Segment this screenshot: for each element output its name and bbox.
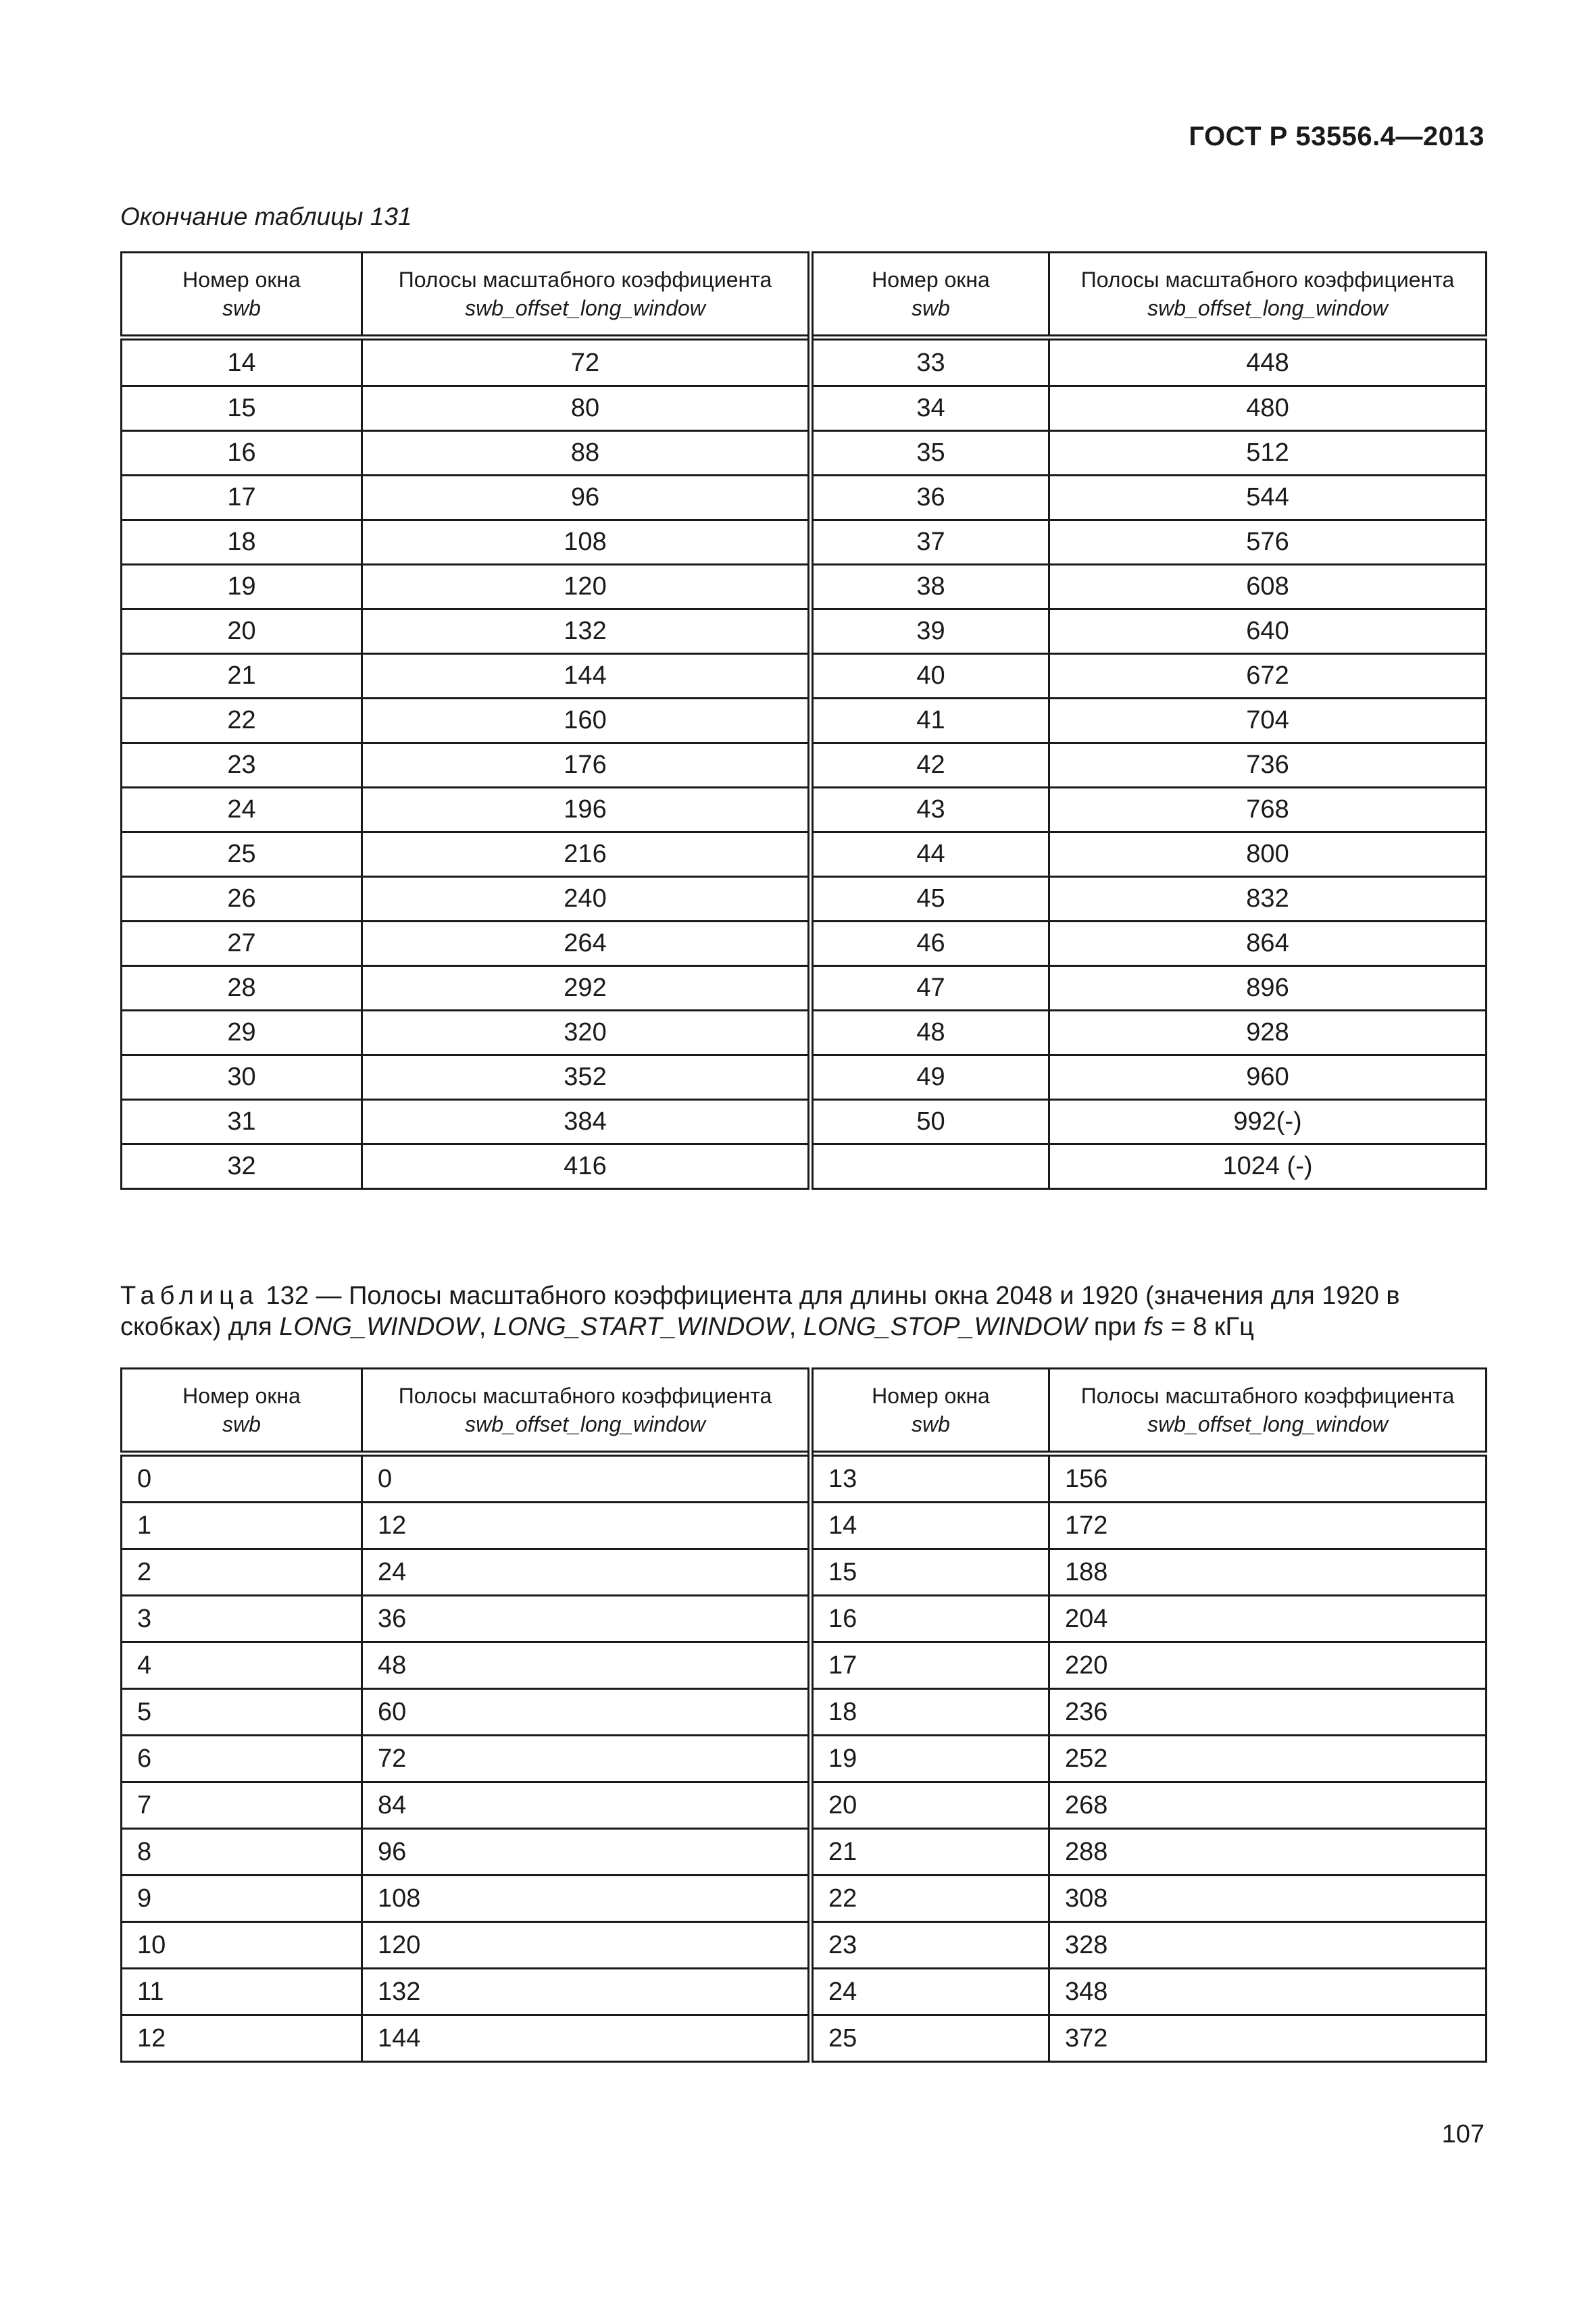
table-row (122, 1100, 1487, 1145)
table-cell: 288 (1049, 1829, 1487, 1876)
table-row (122, 832, 1487, 877)
table-cell: 40 (811, 654, 1049, 699)
table-row (122, 1011, 1487, 1055)
table-cell: 36 (811, 476, 1049, 520)
table-cell: 384 (362, 1100, 811, 1145)
table-cell: 268 (1049, 1782, 1487, 1829)
column-header: Полосы масштабного коэффициента swb_offset_long_window (1049, 1369, 1487, 1454)
table-row (122, 431, 1487, 476)
table-cell: 544 (1049, 476, 1487, 520)
table-cell: 176 (362, 743, 811, 788)
table-cell: 640 (1049, 609, 1487, 654)
table-cell: 132 (362, 1969, 811, 2015)
table-cell: 17 (122, 476, 362, 520)
table-132-caption: Таблица 132 — Полосы масштабного коэффициента для длины окна 2048 и 1920 (значения для 1920 в скобках) для LONG_WINDOW, LONG_START_WINDOW, LONG_STOP_WINDOW при fs = 8 кГц (120, 1282, 1400, 1341)
table-cell: 38 (811, 565, 1049, 609)
table-cell: 992(-) (1049, 1100, 1487, 1145)
table-cell: 800 (1049, 832, 1487, 877)
table-cell: 12 (362, 1503, 811, 1549)
table-cell: 33 (811, 338, 1049, 386)
document-code: ГОСТ Р 53556.4—2013 (1189, 122, 1485, 151)
column-header: Полосы масштабного коэффициента swb_offset_long_window (1049, 253, 1487, 338)
table-cell: 13 (811, 1454, 1049, 1503)
table-cell: 47 (811, 966, 1049, 1011)
table-cell: 144 (362, 2015, 811, 2062)
table-cell: 88 (362, 431, 811, 476)
table-cell: 60 (362, 1689, 811, 1736)
column-header: Номер окна swb (122, 1369, 362, 1454)
table-cell: 26 (122, 877, 362, 922)
table-cell: 31 (122, 1100, 362, 1145)
table-row (122, 609, 1487, 654)
table-cell: 120 (362, 1922, 811, 1969)
table-row (122, 1055, 1487, 1100)
table-cell: 22 (122, 699, 362, 743)
table-cell: 22 (811, 1876, 1049, 1922)
table-row (122, 1503, 1487, 1549)
table-row (122, 520, 1487, 565)
table-cell: 928 (1049, 1011, 1487, 1055)
table-header-row (122, 1369, 1487, 1454)
table-cell: 19 (122, 565, 362, 609)
table-cell: 0 (122, 1454, 362, 1503)
table-cell: 320 (362, 1011, 811, 1055)
table-cell: 23 (122, 743, 362, 788)
table-cell: 3 (122, 1596, 362, 1642)
table-row (122, 1596, 1487, 1642)
table-cell: 480 (1049, 386, 1487, 431)
table-cell: 576 (1049, 520, 1487, 565)
table-131 (120, 251, 1487, 1190)
table-cell: 36 (362, 1596, 811, 1642)
table-cell: 608 (1049, 565, 1487, 609)
table-row (122, 1829, 1487, 1876)
page-number: 107 (1441, 2120, 1485, 2148)
table-cell: 348 (1049, 1969, 1487, 2015)
table-cell: 21 (122, 654, 362, 699)
table-cell: 220 (1049, 1642, 1487, 1689)
table-cell: 4 (122, 1642, 362, 1689)
table-cell: 2 (122, 1549, 362, 1596)
table-cell: 84 (362, 1782, 811, 1829)
table-cell: 132 (362, 609, 811, 654)
table-cell: 0 (362, 1454, 811, 1503)
table-cell: 6 (122, 1736, 362, 1782)
table-row (122, 1969, 1487, 2015)
table-row (122, 1689, 1487, 1736)
table-cell: 43 (811, 788, 1049, 832)
table-cell: 240 (362, 877, 811, 922)
table-row (122, 1922, 1487, 1969)
table-row (122, 338, 1487, 386)
table-cell: 16 (122, 431, 362, 476)
table-cell: 15 (122, 386, 362, 431)
column-header: Номер окна swb (811, 253, 1049, 338)
table-cell: 704 (1049, 699, 1487, 743)
table-131-continuation-caption: Окончание таблицы 131 (120, 203, 412, 230)
table-cell: 672 (1049, 654, 1487, 699)
table-cell: 25 (811, 2015, 1049, 2062)
table-row (122, 1642, 1487, 1689)
table-cell: 18 (122, 520, 362, 565)
column-header: Полосы масштабного коэффициента swb_offset_long_window (362, 253, 811, 338)
table-cell: 416 (362, 1145, 811, 1189)
table-cell: 328 (1049, 1922, 1487, 1969)
table-cell: 156 (1049, 1454, 1487, 1503)
table-row (122, 788, 1487, 832)
table-cell: 896 (1049, 966, 1487, 1011)
table-cell: 72 (362, 1736, 811, 1782)
table-row (122, 1876, 1487, 1922)
table-cell: 48 (811, 1011, 1049, 1055)
table-cell: 1 (122, 1503, 362, 1549)
table-cell: 50 (811, 1100, 1049, 1145)
table-row (122, 922, 1487, 966)
table-cell: 108 (362, 1876, 811, 1922)
table-cell: 160 (362, 699, 811, 743)
table-cell: 30 (122, 1055, 362, 1100)
table-cell: 10 (122, 1922, 362, 1969)
table-row (122, 699, 1487, 743)
table-row (122, 1782, 1487, 1829)
table-cell: 188 (1049, 1549, 1487, 1596)
table-cell: 45 (811, 877, 1049, 922)
table-cell: 11 (122, 1969, 362, 2015)
table-row (122, 476, 1487, 520)
table-header-row (122, 253, 1487, 338)
table-cell: 736 (1049, 743, 1487, 788)
table-cell: 352 (362, 1055, 811, 1100)
table-132-body (122, 1454, 1487, 2062)
table-cell: 96 (362, 476, 811, 520)
table-row (122, 654, 1487, 699)
table-cell: 24 (362, 1549, 811, 1596)
table-row (122, 1736, 1487, 1782)
table-row (122, 1145, 1487, 1189)
table-cell: 32 (122, 1145, 362, 1189)
table-cell: 39 (811, 609, 1049, 654)
table-cell: 96 (362, 1829, 811, 1876)
table-cell: 35 (811, 431, 1049, 476)
table-cell: 236 (1049, 1689, 1487, 1736)
table-row (122, 565, 1487, 609)
table-cell: 216 (362, 832, 811, 877)
table-cell: 864 (1049, 922, 1487, 966)
table-row (122, 2015, 1487, 2062)
table-cell: 292 (362, 966, 811, 1011)
table-cell: 42 (811, 743, 1049, 788)
table-cell: 18 (811, 1689, 1049, 1736)
table-131-body (122, 338, 1487, 1189)
table-row (122, 966, 1487, 1011)
table-cell: 8 (122, 1829, 362, 1876)
table-cell: 27 (122, 922, 362, 966)
table-cell: 768 (1049, 788, 1487, 832)
table-cell: 80 (362, 386, 811, 431)
table-cell: 44 (811, 832, 1049, 877)
table-cell: 120 (362, 565, 811, 609)
table-row (122, 877, 1487, 922)
table-cell: 29 (122, 1011, 362, 1055)
table-cell: 172 (1049, 1503, 1487, 1549)
table-cell: 24 (122, 788, 362, 832)
column-header: Полосы масштабного коэффициента swb_offset_long_window (362, 1369, 811, 1454)
column-header: Номер окна swb (122, 253, 362, 338)
table-cell: 448 (1049, 338, 1487, 386)
table-cell: 14 (811, 1503, 1049, 1549)
table-cell: 12 (122, 2015, 362, 2062)
table-row (122, 1454, 1487, 1503)
table-cell: 48 (362, 1642, 811, 1689)
table-cell: 16 (811, 1596, 1049, 1642)
table-cell: 24 (811, 1969, 1049, 2015)
table-132 (120, 1367, 1487, 2063)
table-cell: 5 (122, 1689, 362, 1736)
table-cell: 512 (1049, 431, 1487, 476)
table-cell: 252 (1049, 1736, 1487, 1782)
table-row (122, 743, 1487, 788)
table-cell: 46 (811, 922, 1049, 966)
table-cell: 144 (362, 654, 811, 699)
table-cell: 832 (1049, 877, 1487, 922)
table-cell: 20 (811, 1782, 1049, 1829)
table-cell: 23 (811, 1922, 1049, 1969)
table-row (122, 1549, 1487, 1596)
table-cell: 264 (362, 922, 811, 966)
table-cell: 196 (362, 788, 811, 832)
table-cell: 49 (811, 1055, 1049, 1100)
table-cell: 9 (122, 1876, 362, 1922)
table-cell: 308 (1049, 1876, 1487, 1922)
table-cell: 20 (122, 609, 362, 654)
table-cell: 21 (811, 1829, 1049, 1876)
table-cell: 15 (811, 1549, 1049, 1596)
table-cell: 108 (362, 520, 811, 565)
table-cell: 17 (811, 1642, 1049, 1689)
column-header: Номер окна swb (811, 1369, 1049, 1454)
table-cell: 19 (811, 1736, 1049, 1782)
table-cell: 204 (1049, 1596, 1487, 1642)
table-cell: 1024 (-) (1049, 1145, 1487, 1189)
table-cell: 372 (1049, 2015, 1487, 2062)
table-cell: 72 (362, 338, 811, 386)
table-cell: 7 (122, 1782, 362, 1829)
table-cell: 28 (122, 966, 362, 1011)
table-cell: 41 (811, 699, 1049, 743)
table-cell: 37 (811, 520, 1049, 565)
table-cell: 34 (811, 386, 1049, 431)
table-cell: 960 (1049, 1055, 1487, 1100)
table-cell: 14 (122, 338, 362, 386)
table-row (122, 386, 1487, 431)
table-cell: 25 (122, 832, 362, 877)
table-cell (811, 1145, 1049, 1189)
